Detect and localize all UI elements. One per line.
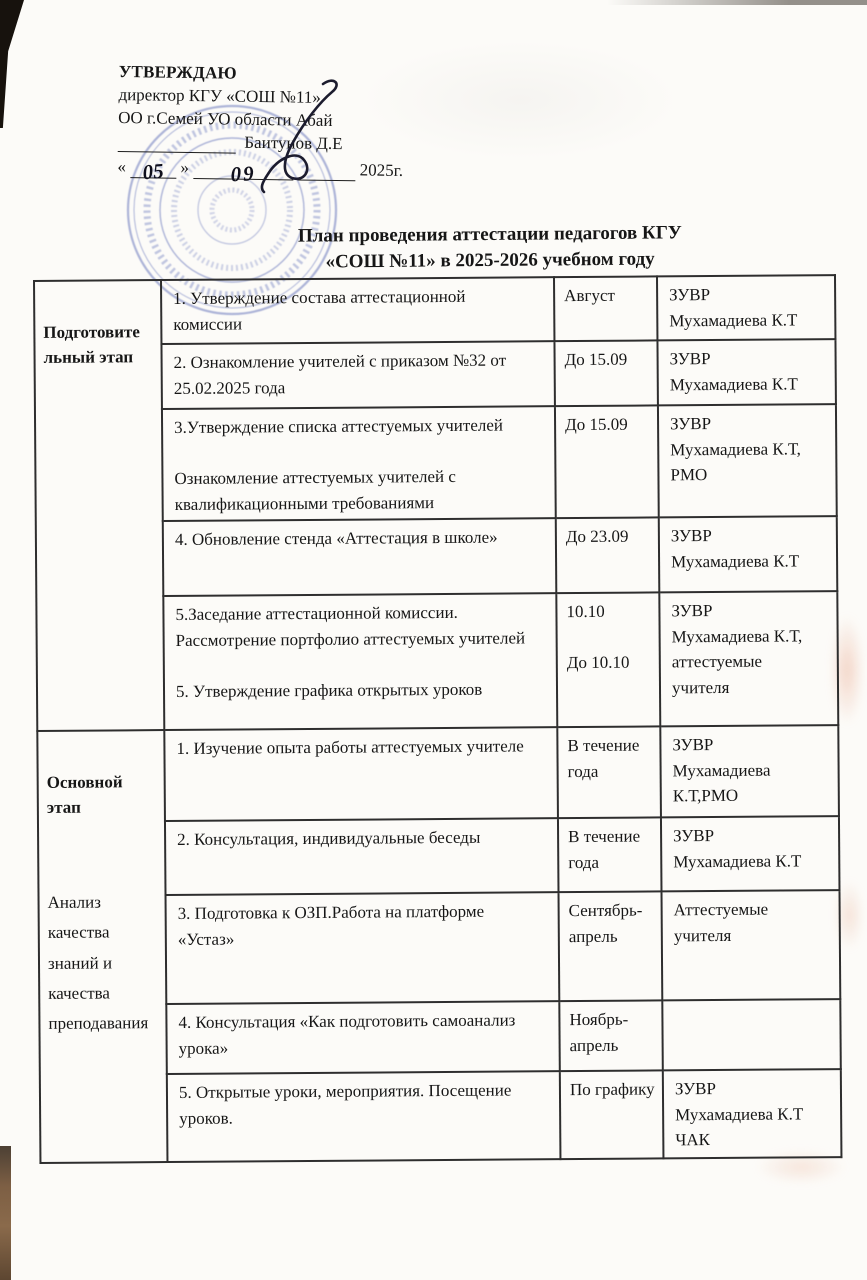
responsible-cell: ЗУВР Мухамадиева К.Т,РМО (660, 725, 839, 817)
director-name: Баитунов Д.Е (244, 132, 343, 154)
section-main (37, 725, 841, 1163)
responsible-cell: Аттестуемые учителя (661, 890, 840, 1000)
director-line: директор КГУ «СОШ №11» (118, 84, 321, 107)
responsible-cell: ЗУВР Мухамадиева К.Т (657, 275, 835, 340)
responsible-cell (662, 999, 841, 1070)
responsible-cell: ЗУВР Мухамадиева К.Т (659, 516, 838, 592)
responsible-cell: ЗУВР Мухамадиева К.Т ЧАК (663, 1069, 842, 1158)
timing-cell: Сентябрь- апрель (559, 891, 663, 1001)
date-year: 2025г. (359, 160, 404, 180)
scan-artifact-corner-wedge (0, 0, 24, 128)
activity-cell: 2. Ознакомление учителей с приказом №32 от 25.02.2025 года (161, 341, 554, 409)
date-month-handwritten: 09 (230, 161, 257, 187)
stage-subtitle (44, 437, 157, 438)
timing-cell: До 23.09 (556, 517, 660, 593)
signature-icon (238, 70, 378, 200)
timing-cell: Ноябрь- апрель (559, 1000, 663, 1071)
section-preparatory (34, 275, 838, 731)
scan-artifact-left-edge (0, 1146, 11, 1280)
responsible-cell: ЗУВР Мухамадиева К.Т (661, 816, 840, 891)
activity-cell: 5. Открытые уроки, мероприятия. Посещение уроков. (167, 1071, 561, 1162)
timing-cell: До 15.09 (554, 340, 657, 406)
signature-underline (118, 132, 236, 154)
responsible-cell: ЗУВР Мухамадиева К.Т, аттестуемые учителя (659, 591, 838, 726)
responsible-cell: ЗУВР Мухамадиева К.Т, РМО (658, 404, 837, 517)
scan-artifact-top-edge (607, 0, 867, 5)
plan-table-wrap (33, 274, 842, 1164)
activity-cell: 4. Обновление стенда «Аттестация в школе» (163, 518, 557, 596)
stage-cell (37, 730, 167, 1163)
stage-subtitle: Анализ качества знаний и качества преподавания (47, 892, 149, 1033)
timing-cell: В течение года (557, 726, 661, 818)
activity-cell: 3.Утверждение списка аттестуемых учителей Ознакомление аттестуемых учителей с квалификационными требованиями (162, 406, 556, 521)
date-day-slot (130, 158, 176, 185)
timing-cell: 10.10 До 10.10 (556, 592, 660, 727)
timing-cell: По графику (560, 1070, 664, 1159)
stage-title: Основной этап (46, 771, 123, 817)
activity-cell: 3. Подготовка к ОЗП.Работа на платформе «Устаз» (166, 892, 560, 1004)
scan-artifact-smudge (360, 40, 680, 160)
org-line: ОО г.Семей УО области Абай (118, 107, 333, 130)
document-title: План проведения аттестации педагогов КГУ «СОШ №11» в 2025-2026 учебном году (297, 222, 682, 273)
quote-open: « (117, 156, 127, 177)
activity-cell: 4. Консультация «Как подготовить самоанализ урока» (166, 1001, 560, 1074)
table-row (37, 725, 839, 822)
timing-cell: Август (554, 276, 657, 341)
table-row (34, 275, 835, 345)
responsible-cell: ЗУВР Мухамадиева К.Т (657, 339, 835, 405)
quote-close: » (180, 157, 190, 177)
stage-cell (34, 280, 164, 731)
timing-cell: В течение года (558, 817, 662, 892)
approval-title: УТВЕРЖДАЮ (118, 61, 237, 83)
stage-title: Подготовите льный этап (43, 321, 140, 367)
timing-cell: До 15.09 (555, 405, 659, 518)
activity-cell: 5.Заседание аттестационной комиссии. Рассмотрение портфолио аттестуемых учителей 5. Утверждение графика открытых уроков (163, 593, 557, 730)
activity-cell: 1. Изучение опыта работы аттестуемых учителе (164, 727, 558, 821)
date-day-handwritten: 05 (141, 158, 165, 185)
activity-cell: 2. Консультация, индивидуальные беседы (165, 818, 559, 895)
activity-cell: 1. Утверждение состава аттестационной комиссии (161, 277, 554, 344)
plan-table (33, 274, 842, 1164)
